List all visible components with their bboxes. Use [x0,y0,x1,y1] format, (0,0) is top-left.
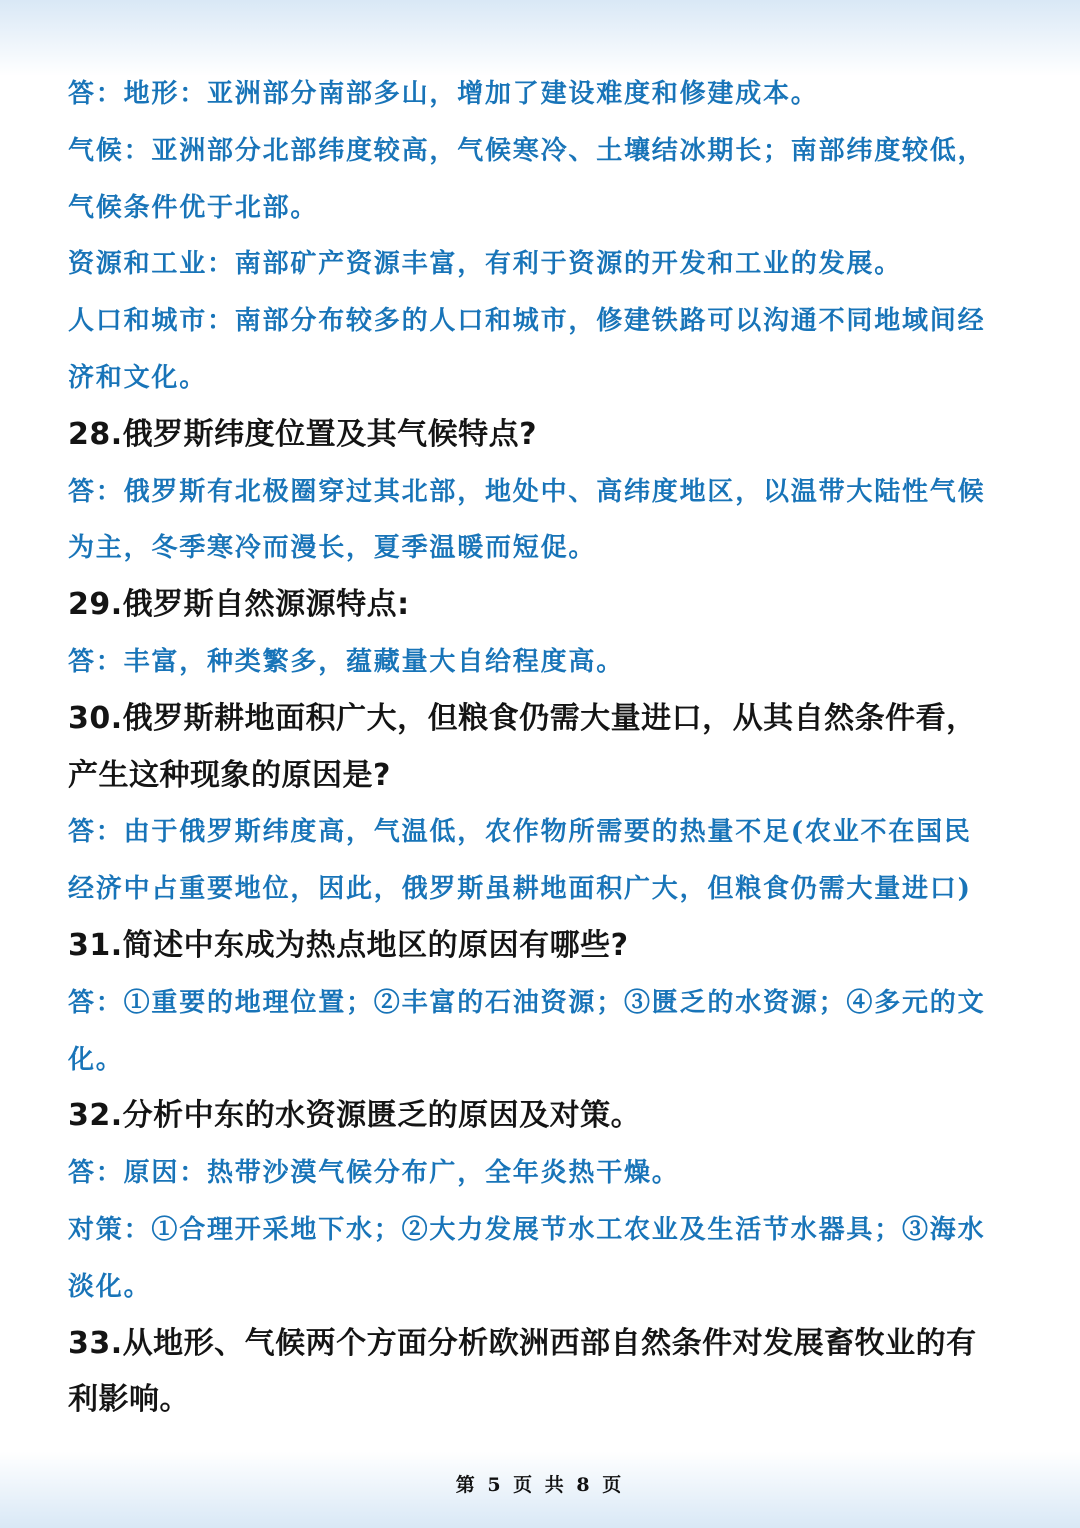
question-31: 31.简述中东成为热点地区的原因有哪些? [68,927,629,963]
answer-27-line-5: 人口和城市：南部分布较多的人口和城市，修建铁路可以沟通不同地域间经 [68,306,986,337]
answer-28-line-2: 为主，冬季寒冷而漫长，夏季温暖而短促。 [68,533,597,564]
answer-27-line-6: 济和文化。 [68,362,208,393]
answer-32-line-2: 对策：①合理开采地下水；②大力发展节水工农业及生活节水器具；③海水 [68,1214,986,1245]
question-30-line-1: 30.俄罗斯耕地面积广大，但粮食仍需大量进口，从其自然条件看， [68,700,977,736]
answer-31-line-1: 答：①重要的地理位置；②丰富的石油资源；③匮乏的水资源；④多元的文 [68,987,986,1018]
answer-28-line-1: 答：俄罗斯有北极圈穿过其北部，地处中、高纬度地区，以温带大陆性气候 [68,476,986,507]
answer-27-line-2: 气候：亚洲部分北部纬度较高，气候寒冷、土壤结冰期长；南部纬度较低， [68,135,986,166]
question-29: 29.俄罗斯自然源源特点: [68,587,410,623]
document-body [68,66,1018,1429]
answer-29-line-1: 答：丰富，种类繁多，蕴藏量大自给程度高。 [68,646,625,677]
question-30-line-2: 产生这种现象的原因是? [68,757,391,793]
answer-27-line-3: 气候条件优于北部。 [68,192,319,223]
answer-32-line-3: 淡化。 [68,1271,152,1302]
answer-30-line-2: 经济中占重要地位，因此，俄罗斯虽耕地面积广大，但粮食仍需大量进口) [68,874,972,905]
question-33-line-2: 利影响。 [68,1382,190,1418]
answer-30-line-1: 答：由于俄罗斯纬度高，气温低，农作物所需要的热量不足(农业不在国民 [68,817,972,848]
answer-31-line-2: 化。 [68,1044,124,1075]
answer-32-line-1: 答：原因：热带沙漠气候分布广，全年炎热干燥。 [68,1158,680,1189]
question-32: 32.分析中东的水资源匮乏的原因及对策。 [68,1098,642,1134]
page-number: 第 5 页 共 8 页 [455,1474,625,1496]
question-33-line-1: 33.从地形、气候两个方面分析欧洲西部自然条件对发展畜牧业的有 [68,1325,977,1361]
answer-27-line-1: 答：地形：亚洲部分南部多山，增加了建设难度和修建成本。 [68,79,819,109]
answer-27-line-4: 资源和工业：南部矿产资源丰富，有利于资源的开发和工业的发展。 [68,249,903,280]
question-28: 28.俄罗斯纬度位置及其气候特点? [68,416,538,452]
